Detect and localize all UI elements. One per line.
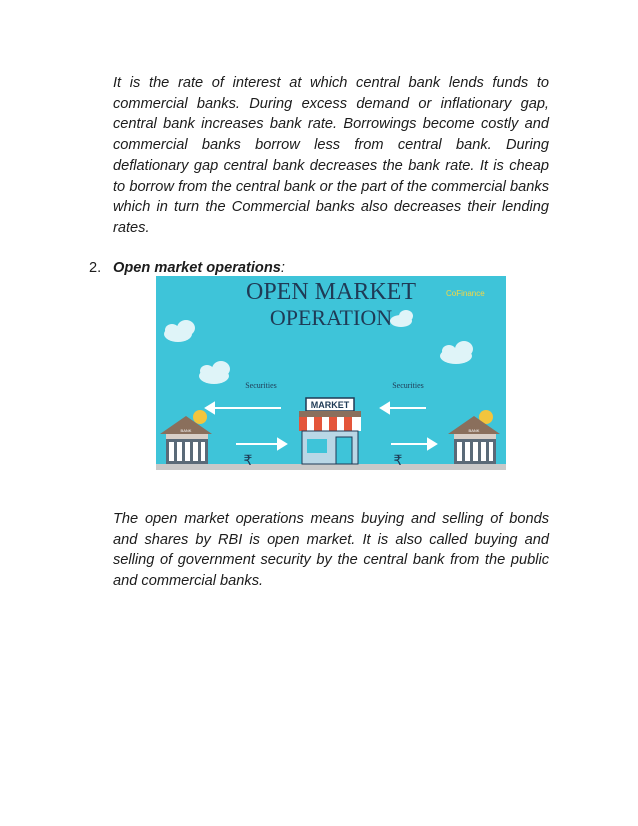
illustration-title-line-2: OPERATION: [269, 305, 393, 330]
left-securities-label: Securities: [245, 381, 277, 390]
list-number: 2.: [89, 260, 102, 276]
list-heading: Open market operations: [113, 260, 281, 276]
list-heading-suffix: :: [280, 260, 285, 276]
brand-logo: CoFinance: [446, 289, 485, 298]
right-bank-label: BANK: [468, 428, 480, 433]
left-rupee-symbol: ₹: [243, 453, 253, 469]
bank-rate-paragraph: It is the rate of interest at which central bank lends funds to commercial banks. During excess demand or inflationary gap, central bank increases bank rate. Borrowings become costly and commercial banks borrow less from central bank. During deflationary gap central bank decreases the bank rate. It is cheap to borrow from the central bank or the part of the commercial banks which in turn the Commercial banks also decreases their lending rates.: [113, 75, 549, 236]
right-securities-label: Securities: [392, 381, 424, 390]
market-sign: MARKET: [310, 400, 350, 410]
ground-strip: [156, 464, 506, 470]
left-bank-label: BANK: [180, 428, 192, 433]
open-market-operation-illustration: [156, 276, 506, 470]
illustration-title-line-1: OPEN MARKET: [245, 279, 417, 305]
market-stall-icon: [299, 398, 361, 464]
list-item-open-market-operations: [89, 258, 285, 278]
open-market-paragraph: The open market operations means buying and selling of bonds and shares by RBI is open market. It is also called buying and selling of government security by the central bank from the public and commercial banks.: [113, 511, 549, 590]
right-rupee-symbol: ₹: [393, 453, 403, 469]
